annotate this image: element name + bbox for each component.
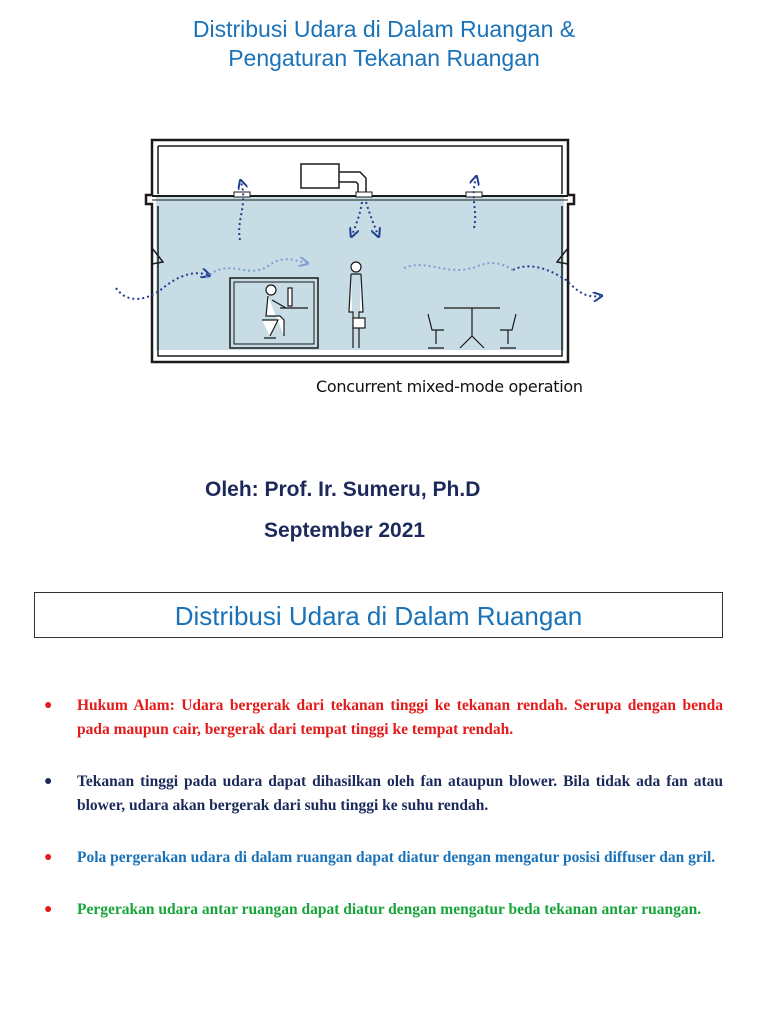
air-handling-unit (301, 164, 339, 188)
section-title-box (34, 592, 723, 638)
figure-caption: Concurrent mixed-mode operation (316, 377, 583, 396)
bullet-text: Hukum Alam: Udara bergerak dari tekanan tinggi ke tekanan rendah. Serupa dengan benda pada maupun cair, bergerak dari tempat tinggi ke tempat rendah. (77, 697, 723, 738)
diffuser-center (356, 192, 372, 197)
bullet-item (40, 898, 723, 922)
title-line-1: Distribusi Udara di Dalam Ruangan & (192, 16, 576, 42)
title-line-2: Pengaturan Tekanan Ruangan (228, 45, 540, 71)
page-title (0, 15, 768, 73)
mixed-mode-ventilation-diagram (108, 130, 608, 405)
bullet-text: Tekanan tinggi pada udara dapat dihasilkan oleh fan ataupun blower. Bila tidak ada fan atau blower, udara akan bergerak dari suhu tinggi ke suhu rendah. (77, 773, 723, 814)
bullet-item (40, 694, 723, 742)
diffuser-left (234, 192, 250, 197)
section-title: Distribusi Udara di Dalam Ruangan (174, 601, 583, 631)
bullet-marker: ● (44, 902, 53, 917)
bullet-item (40, 770, 723, 818)
date-line: September 2021 (264, 519, 426, 542)
bullet-text: Pergerakan udara antar ruangan dapat diatur dengan mengatur beda tekanan antar ruangan. (77, 901, 702, 918)
bullet-item (40, 846, 723, 870)
bullet-marker: ● (44, 850, 53, 865)
bullet-marker: ● (44, 774, 53, 789)
bullet-marker: ● (44, 698, 53, 713)
bullet-text: Pola pergerakan udara di dalam ruangan dapat diatur dengan mengatur posisi diffuser dan gril. (77, 849, 716, 866)
bullet-list (40, 694, 723, 922)
author-line: Oleh: Prof. Ir. Sumeru, Ph.D (205, 478, 481, 501)
